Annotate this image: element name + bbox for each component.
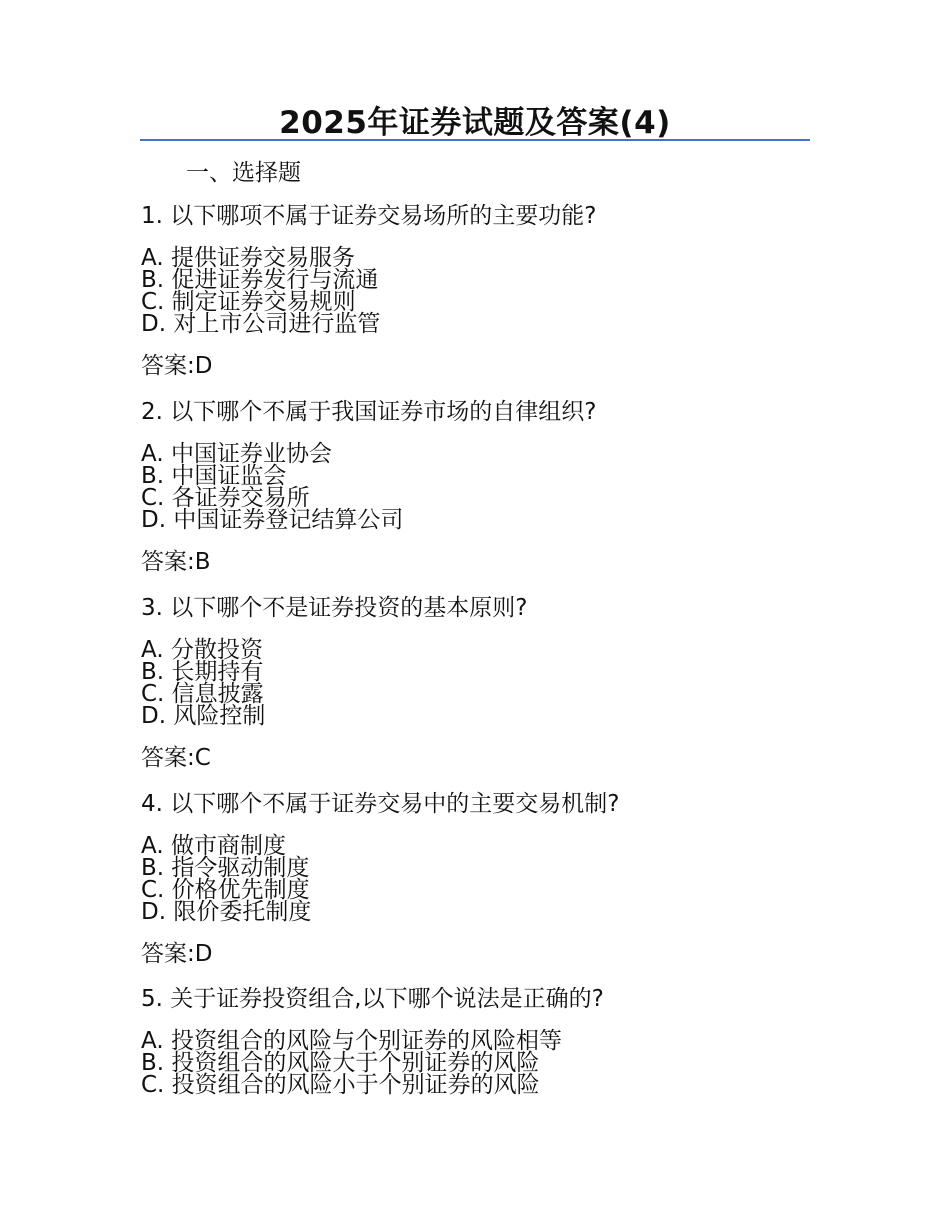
option-list [141,835,821,923]
option-c: C. 价格优先制度 [141,877,310,903]
option-a: A. 投资组合的风险与个别证券的风险相等 [141,1028,562,1054]
option-a: A. 做市商制度 [141,833,286,859]
answer-text: 答案:D [141,353,213,379]
option-list [141,247,821,335]
question-text: 1. 以下哪项不属于证券交易场所的主要功能? [141,203,597,229]
option-b: B. 中国证监会 [141,463,287,489]
question-block-1 [141,201,821,381]
answer-text: 答案:B [141,549,211,575]
option-list [141,443,821,531]
option-list [141,639,821,727]
option-a: A. 提供证券交易服务 [141,245,355,271]
answer-text: 答案:D [141,941,213,967]
option-c: C. 各证券交易所 [141,485,310,511]
option-d: D. 中国证券登记结算公司 [141,507,404,533]
question-text: 3. 以下哪个不是证券投资的基本原则? [141,595,528,621]
question-text: 2. 以下哪个不属于我国证券市场的自律组织? [141,399,597,425]
option-c: C. 制定证券交易规则 [141,289,356,315]
title-underline [140,139,810,141]
option-b: B. 投资组合的风险大于个别证券的风险 [141,1050,540,1076]
answer-text: 答案:C [141,745,211,771]
question-text: 5. 关于证券投资组合,以下哪个说法是正确的? [141,986,604,1012]
question-block-3 [141,593,821,773]
option-d: D. 对上市公司进行监管 [141,311,381,337]
question-block-4 [141,789,821,969]
option-c: C. 信息披露 [141,681,264,707]
question-block-2 [141,397,821,577]
question-block-5 [141,984,821,1096]
option-b: B. 促进证券发行与流通 [141,267,379,293]
question-text: 4. 以下哪个不属于证券交易中的主要交易机制? [141,791,620,817]
option-b: B. 指令驱动制度 [141,855,310,881]
option-d: D. 风险控制 [141,703,266,729]
document-title: 2025年证券试题及答案(4) [279,105,671,141]
option-a: A. 中国证券业协会 [141,441,332,467]
option-b: B. 长期持有 [141,659,264,685]
option-c: C. 投资组合的风险小于个别证券的风险 [141,1072,540,1098]
option-d: D. 限价委托制度 [141,899,312,925]
section-heading: 一、选择题 [186,160,301,186]
option-list [141,1030,821,1096]
option-a: A. 分散投资 [141,637,263,663]
